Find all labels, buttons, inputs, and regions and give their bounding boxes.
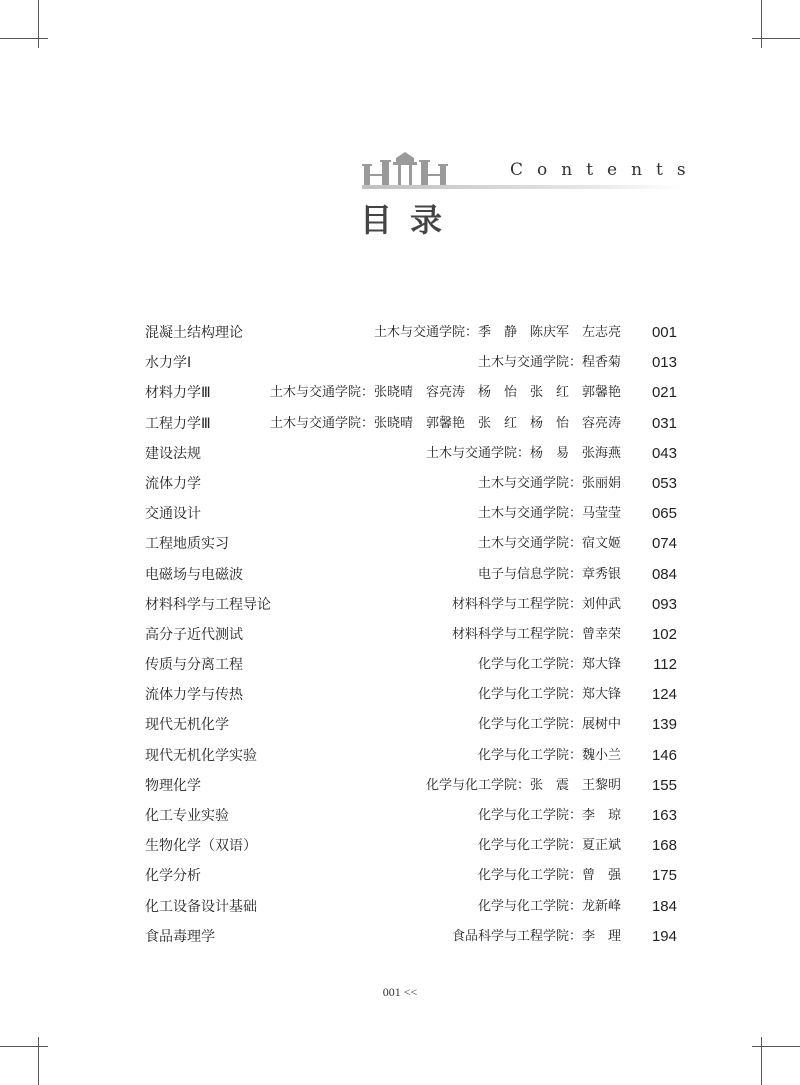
entry-authors: 化学与化工学院：郑大锋 [477, 687, 621, 703]
toc-entry[interactable] [145, 439, 677, 469]
toc-entry[interactable] [145, 771, 677, 801]
toc-entry[interactable] [145, 831, 677, 861]
page-number: 168 [651, 837, 677, 855]
entry-authors: 材料科学与工程学院：曾幸荣 [451, 626, 621, 642]
course-title: 化工设备设计基础 [145, 898, 257, 915]
page-number: 074 [651, 535, 677, 553]
page-number: 194 [651, 927, 677, 945]
course-title: 现代无机化学 [145, 717, 229, 734]
page-number: 175 [651, 867, 677, 885]
page-number: 013 [651, 354, 677, 372]
toc-entry[interactable] [145, 499, 677, 529]
entry-authors: 土木与交通学院：程香菊 [477, 355, 621, 371]
page-number: 184 [651, 897, 677, 915]
page-folio: 001 << [382, 985, 418, 999]
entry-authors: 材料科学与工程学院：刘仲武 [451, 596, 621, 612]
toc-entry[interactable] [145, 892, 677, 922]
course-title: 材料力学Ⅲ [145, 385, 211, 402]
page-title: 目录 [359, 201, 460, 239]
course-title: 工程地质实习 [145, 536, 229, 553]
toc-entry[interactable] [145, 529, 677, 559]
page-number: 065 [651, 505, 677, 523]
entry-authors: 土木与交通学院：季 静 陈庆军 左志亮 [373, 325, 621, 340]
entry-authors: 化学与化工学院：曾 强 [477, 868, 621, 884]
course-title: 化学分析 [145, 868, 201, 885]
entry-authors: 土木与交通学院：张晓晴 郭馨艳 张 红 杨 怡 容亮涛 [269, 415, 621, 431]
course-title: 物理化学 [145, 777, 201, 794]
toc-entry[interactable] [145, 922, 677, 952]
course-title: 高分子近代测试 [145, 626, 243, 643]
crop-mark-bottom-left [38, 1037, 39, 1085]
entry-authors: 食品科学与工程学院：李 理 [451, 928, 621, 944]
entry-authors: 化学与化工学院：张 震 王黎明 [425, 777, 621, 793]
page-number: 102 [651, 625, 677, 643]
toc-entry[interactable] [145, 348, 677, 378]
toc-entry[interactable] [145, 318, 677, 348]
entry-authors: 化学与化工学院：龙新峰 [477, 898, 621, 914]
entry-authors: 化学与化工学院：李 琼 [477, 808, 621, 823]
toc-entry[interactable] [145, 560, 677, 590]
entry-authors: 化学与化工学院：郑大锋 [477, 657, 621, 673]
page-number: 139 [651, 716, 677, 734]
contents-label: Contents [510, 160, 700, 180]
entry-authors: 化学与化工学院：展树中 [477, 717, 621, 733]
course-title: 食品毒理学 [145, 928, 215, 945]
toc-entry[interactable] [145, 469, 677, 499]
toc-entry[interactable] [145, 801, 677, 831]
crop-mark-top-right [761, 0, 762, 48]
page-number: 084 [651, 565, 677, 583]
course-title: 生物化学（双语） [145, 838, 257, 855]
page-number: 155 [651, 776, 677, 794]
toc-entry[interactable] [145, 378, 677, 408]
page-number: 093 [651, 595, 677, 613]
course-title: 材料科学与工程导论 [145, 596, 271, 613]
entry-authors: 土木与交通学院：张丽娟 [477, 475, 621, 491]
course-title: 水力学Ⅰ [145, 355, 192, 372]
entry-authors: 土木与交通学院：张晓晴 容亮涛 杨 怡 张 红 郭馨艳 [269, 385, 621, 401]
entry-authors: 电子与信息学院：章秀银 [477, 566, 621, 582]
toc-entry[interactable] [145, 409, 677, 439]
page-number: 053 [651, 474, 677, 492]
page-number: 001 [651, 324, 677, 341]
toc-entry[interactable] [145, 650, 677, 680]
crop-mark-top-right [752, 38, 800, 39]
page-number: 163 [651, 807, 677, 824]
crop-mark-bottom-right [761, 1037, 762, 1085]
toc-entry[interactable] [145, 710, 677, 740]
course-title: 流体力学 [145, 475, 201, 492]
page-number: 031 [651, 414, 677, 432]
toc-list [145, 318, 677, 952]
toc-entry[interactable] [145, 590, 677, 620]
campus-gate-icon [360, 152, 450, 188]
crop-mark-top-left [38, 0, 39, 48]
toc-entry[interactable] [145, 680, 677, 710]
course-title: 混凝土结构理论 [145, 325, 243, 341]
page-number: 112 [653, 656, 677, 674]
entry-authors: 化学与化工学院：魏小兰 [477, 747, 621, 763]
page-number: 146 [651, 746, 677, 764]
entry-authors: 土木与交通学院：马莹莹 [477, 506, 621, 522]
toc-entry[interactable] [145, 620, 677, 650]
page-number: 021 [651, 384, 677, 402]
page-number: 124 [651, 686, 677, 704]
course-title: 工程力学Ⅲ [145, 415, 211, 432]
crop-mark-top-left [0, 38, 48, 39]
crop-mark-bottom-right [752, 1046, 800, 1047]
course-title: 交通设计 [145, 506, 201, 523]
course-title: 电磁场与电磁波 [145, 566, 243, 583]
course-title: 现代无机化学实验 [145, 747, 257, 764]
course-title: 传质与分离工程 [145, 657, 243, 674]
course-title: 流体力学与传热 [145, 687, 243, 704]
course-title: 建设法规 [145, 445, 201, 462]
entry-authors: 化学与化工学院：夏正斌 [477, 838, 621, 854]
page-number: 043 [651, 444, 677, 462]
entry-authors: 土木与交通学院：宿文姬 [477, 536, 621, 552]
entry-authors: 土木与交通学院：杨 易 张海燕 [425, 445, 621, 461]
toc-entry[interactable] [145, 861, 677, 891]
header-band [362, 185, 682, 189]
course-title: 化工专业实验 [145, 808, 229, 824]
toc-entry[interactable] [145, 741, 677, 771]
crop-mark-bottom-left [0, 1046, 48, 1047]
